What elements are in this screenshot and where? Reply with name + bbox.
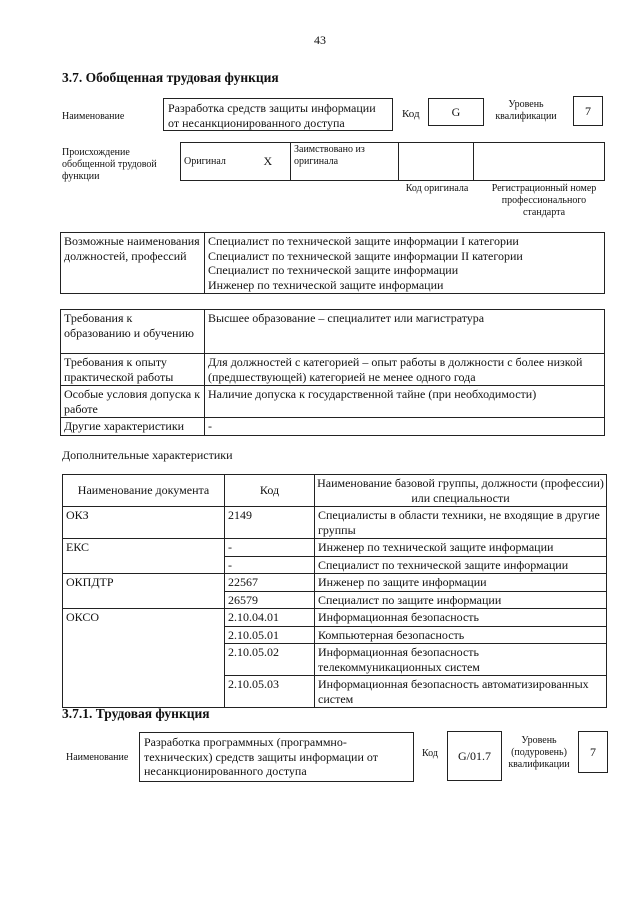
reg-number-cell [474,143,605,181]
row-doc [63,591,225,609]
header-code: Код [225,475,315,507]
positions-label: Возможные наименования должностей, профессий [61,233,205,294]
row-code: 2.10.05.01 [225,626,315,644]
requirement-label: Требования к опыту практической работы [61,354,205,386]
row-doc: ОКЗ [63,507,225,539]
row-name: Специалист по защите информации [315,591,607,609]
row-name: Компьютерная безопасность [315,626,607,644]
sub-code-value: G/01.7 [458,748,491,763]
header-document: Наименование документа [63,475,225,507]
additional-table [62,474,607,708]
row-doc [63,556,225,574]
row-doc [63,644,225,676]
requirement-value: Высшее образование – специалитет или магистратура [205,310,605,354]
level-value: 7 [585,103,591,118]
row-name: Специалисты в области техники, не входящие в другие группы [315,507,607,539]
row-code: 2149 [225,507,315,539]
row-name: Инженер по технической защите информации [315,539,607,557]
requirements-table [60,309,605,436]
row-doc [63,676,225,708]
level-label: Уровень квалификации [495,99,557,122]
function-name: Разработка средств защиты информации от несанкционированного доступа [168,101,376,130]
header-group-name: Наименование базовой группы, должности (профессии) или специальности [315,475,607,507]
sub-level-box [578,731,608,773]
row-code: - [225,539,315,557]
subsection-heading: 3.7.1. Трудовая функция [62,706,210,721]
requirement-value: Наличие допуска к государственной тайне (при необходимости) [205,386,605,418]
page-number: 43 [314,33,326,47]
code-label: Код [402,108,420,120]
row-code: - [225,556,315,574]
sub-name-label: Наименование [66,752,129,763]
name-label: Наименование [62,111,125,122]
position-item: Специалист по технической защите информации II категории [208,248,523,263]
row-doc: ОКПДТР [63,574,225,592]
row-code: 2.10.05.02 [225,644,315,676]
positions-table [60,232,605,294]
row-name: Инженер по защите информации [315,574,607,592]
sub-function-name: Разработка программных (программно-технических) средств защиты информации от несанкционированного доступа [144,735,378,778]
positions-list [205,233,605,294]
requirement-label: Требования к образованию и обучению [61,310,205,354]
additional-title: Дополнительные характеристики [62,448,233,462]
requirement-label: Другие характеристики [61,418,205,436]
row-name: Информационная безопасность телекоммуникационных систем [315,644,607,676]
row-doc: ОКСО [63,609,225,627]
code-box [428,98,484,126]
position-item: Специалист по технической защите информации [208,263,459,277]
requirement-value: - [205,418,605,436]
row-doc: ЕКС [63,539,225,557]
code-original-label: Код оригинала [405,183,469,194]
row-code: 22567 [225,574,315,592]
row-name: Информационная безопасность [315,609,607,627]
code-original-cell [399,143,474,181]
origin-label: Происхождение обобщенной трудовой функции [62,147,157,182]
sub-level-label: Уровень (подуровень) квалификации [508,735,570,770]
row-name: Информационная безопасность автоматизированных систем [315,676,607,708]
original-label: Оригинал [181,143,261,181]
position-item: Инженер по технической защите информации [208,277,444,292]
row-code: 26579 [225,591,315,609]
requirement-label: Особые условия допуска к работе [61,386,205,418]
reg-number-label: Регистрационный номер профессионального стандарта [491,183,597,218]
sub-level-value: 7 [590,744,596,759]
function-name-box [163,98,393,131]
level-box [573,96,603,126]
borrowed-label: Заимствовано из оригинала [291,143,399,181]
code-value: G [451,104,461,119]
sub-code-label: Код [422,748,438,759]
section-heading: 3.7. Обобщенная трудовая функция [62,70,279,85]
row-name: Специалист по технической защите информации [315,556,607,574]
row-code: 2.10.04.01 [225,609,315,627]
sub-function-name-box [139,732,414,782]
row-doc [63,626,225,644]
requirement-value: Для должностей с категорией – опыт работы в должности с более низкой (предшествующей) категорией не менее одного года [205,354,605,386]
position-item: Специалист по технической защите информации I категории [208,234,519,248]
origin-table [180,142,605,181]
row-code: 2.10.05.03 [225,676,315,708]
original-mark: X [261,143,291,181]
sub-code-box [447,731,502,781]
